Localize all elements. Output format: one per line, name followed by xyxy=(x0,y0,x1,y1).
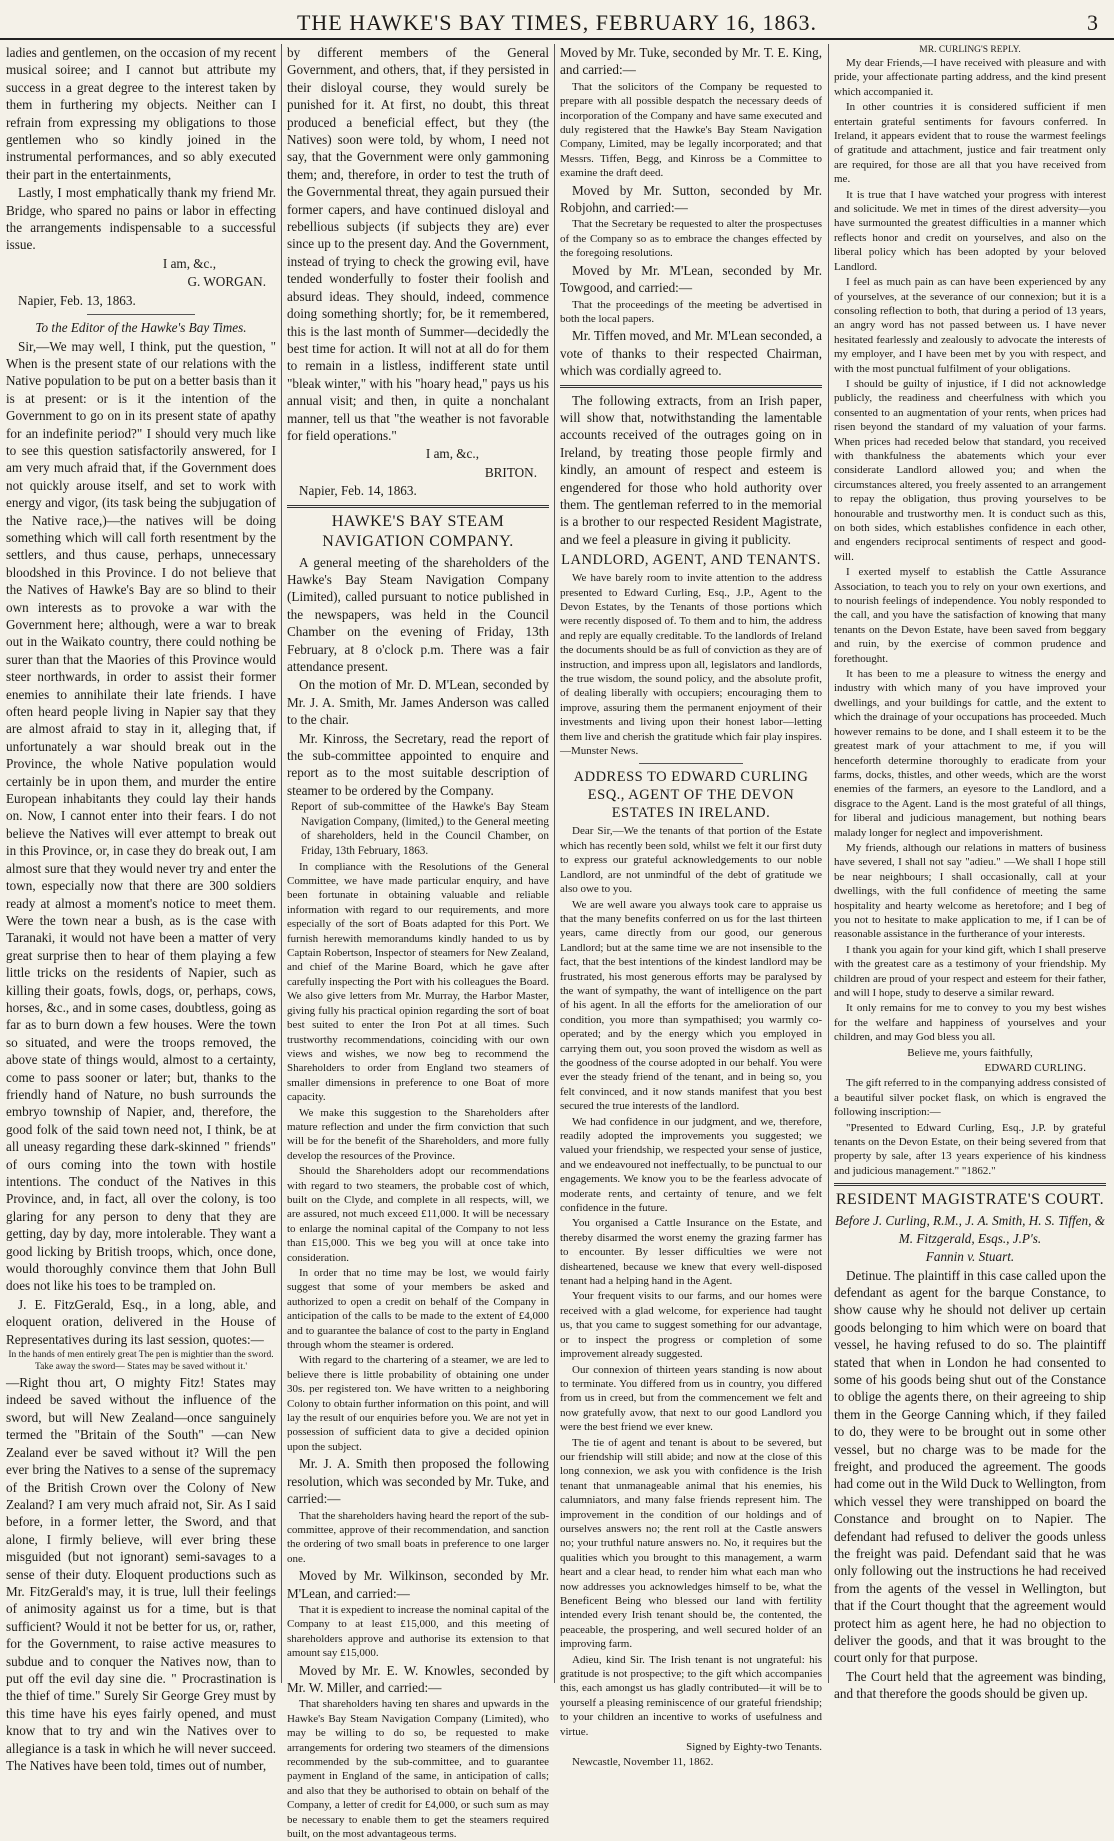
resolution: That the Secretary be requested to alter the prospectuses of the Company so as to embrace the changes effected by the foregoing resolutions. xyxy=(560,218,822,260)
column-4 xyxy=(834,44,1106,1702)
article-heading: HAWKE'S BAY STEAM NAVIGATION COMPANY. xyxy=(322,512,514,550)
paragraph: Your frequent visits to our farms, and our homes were received with a glad welcome, for experience had taught us, that you came to suggest something for our advantage, or to inspect the progress or completion of some improvement already suggested. xyxy=(560,1290,822,1361)
paragraph: Mr. J. A. Smith then proposed the following resolution, which was seconded by Mr. Tuke, and carried:— xyxy=(287,1456,549,1507)
paragraph: In order that no time may be lost, we would fairly suggest that some of your members be asked and authorized to open a credit on behalf of the Company in anticipation of the calls to be made to the extent of £4,000 and to guarantee the balance of cost to the party in England through whom the steamer is ordered. xyxy=(287,1267,549,1352)
inscription: "Presented to Edward Curling, Esq., J.P. by grateful tenants on the Devon Estate, on their being severed from that property by sale, after 13 years experience of his kindness and judicious management." "1862." xyxy=(834,1121,1106,1177)
paragraph: My dear Friends,—I have received with pleasure and with pride, your affectionate parting address, and the kind present which accompanied it. xyxy=(834,57,1106,98)
paragraph: by different members of the General Government, and others, that, if they persisted in their disloyal course, they would surely be punished for it. At first, no doubt, this threat produced a beneficial effect, but they (the Natives) soon were told, by whom, I need not say, that the Government were only gammoning them; and, therefore, in order to test the truth of the Governmental threat, they again pursued their former capers, and have continued disloyal and rebellious subjects (if subjects they are) ever since up to the present day. And the Government, instead of trying to check the growing evil, have tended wonderfully to foster their foolish and absurd ideas. They should, indeed, commence doing something shortly; for, be it remembered, this is the last month of Summer—decidedly the best time for action. It will not at all do for them to remain in a listless, indifferent state until "bleak winter," with his "hoary head," pays us his annual visit; and then, in quite a nonchalant manner, tell us that "the weather is not favorable for field operations." xyxy=(287,45,549,443)
divider xyxy=(560,385,822,388)
paragraph: —Right thou art, O mighty Fitz! States may indeed be saved without the influence of the sword, but will New Zealand—once sanguinely termed the "Britain of the South" —can New Zealand ever be saved without it? Will the pen ever bring the Natives to a sense of the supremacy of the British Crown over the Colony of New Zealand? I am very much afraid not, Sir. As I said before, in a former letter, the Sword, and that alone, I firmly believe, will ever bring these misguided (but not ignorant) semi-savages to a sense of their duty. Eloquent productions such as Mr. FitzGerald's may, it is true, lull their feelings of animosity against us for a time, but is that sufficient? Would it not be better for us, or, rather, for the Government, to raise active measures to subdue and to conquer the Natives now, than to put off the evil day sine die. " Procrastination is the thief of time." Surely Sir George Grey must by this time have his eyes fairly opened, and must know that to try and win the Natives over to allegiance is a task in which he will never succeed. The Natives have been told, times out of number, xyxy=(6,1375,276,1773)
quotation: In the hands of men entirely great The pen is mightier than the sword. Take away the sword— States may be saved without it.' xyxy=(8,1350,274,1373)
case-title: Fannin v. Stuart. xyxy=(925,1249,1015,1265)
paragraph: Sir,—We may well, I think, put the question, " When is the present state of our relations with the Native population to be put on a better basis than it is at present: or is it the intention of the Government to go on in its present state of apathy for an indefinite period?" I should very much like to see this question satisfactorily answered, for I am very much afraid that, if the Government does not quickly arouse itself, and set to work with energy and vigor, (its task being the subjugation of the Native race,)—the natives will be doing something which will call forth resentment by the settlers, and thus cause, perhaps, unnecessary bloodshed in this Province. I do not believe that the Natives of Hawke's Bay are so blind to their own interests as to provoke a war with the Government here; although, were a war to break out in the Waikato country, there could nothing be surer than that the Maories of this Province would steer northwards, in order to assist their former enemies to annihilate their late friends. I have often heard people living in Napier say that they are almost afraid to stay in it, alleging that, if unfortunately a war should break out in the Province, the whole Native population would certainly be in upon them, and murder the entire European inhabitants they could lay their hands on. Now, I cannot enter into their fears. I do not believe the Natives will ever attempt to break out in this Province, or, in case they do break out, I am almost sure that they would never try and enter the town, especially now that there are 300 soldiers ready at almost a moment's notice to meet them. Were the town near a bush, as is the case with Taranaki, it would not have been a matter of very great surprise then to hear of them playing a few little tricks on the residents of Napier, such as killing their goats, fowls, dogs, or, perhaps, cows, horses, &c., and in some cases, doubtless, going as far as to burn down a few houses. Were the town so situated, and were the troops removed, the above state of things would, almost to a certainty, come to pass sooner or later; but, thanks to the friendly hand of Nature, no bush surrounds the embryo township of Napier, and, therefore, the good folk of the said town need not, I think, be at all uneasy regarding these dark-skinned " friends" of ours coming into the town with hostile intentions. The conduct of the Natives in this Province, and, in fact, all over the colony, is too glaring for any person to deny that they are getting, day by day, more intolerable. They want a good licking by British troops, which, once done, would thoroughly convince them that John Bull does not like his toes to be trampled on. xyxy=(6,338,276,1294)
paragraph: It only remains for me to convey to you my best wishes for the welfare and happiness of yourselves and your children, and may God bless you all. xyxy=(834,1002,1106,1044)
paragraph: J. E. FitzGerald, Esq., in a long, able, and eloquent oration, delivered in the House of Representatives during its last session, quotes:— xyxy=(6,1296,276,1347)
paragraph: We are well aware you always took care to appraise us that the many benefits conferred on us for the last thirteen years, came directly from our good, our generous Landlord; but at the same time we are not insensible to the fact, that the best intentions of the kindest landlord may be frustrated, his most generous efforts may be paralysed by the want of sympathy, the want of intelligence on the part of his agent. In all the efforts for the amelioration of our condition, you more than sympathised; you warmly co-operated; and by the energy which you employed in carrying them out, you soon proved the wisdom as well as the goodness of the course adopted in our behalf. You were ever the steady friend of the tenant, and in being so, you felt convinced, and it now stands manifest that you best secured the true interests of the landlord. xyxy=(560,898,822,1113)
paragraph: On the motion of Mr. D. M'Lean, seconded by Mr. J. A. Smith, Mr. James Anderson was called to the chair. xyxy=(287,677,549,728)
column-2 xyxy=(287,44,549,1841)
paragraph: Mr. Kinross, the Secretary, read the report of the sub-committee appointed to enquire and report as to the most suitable description of steamer to be ordered by the Company. xyxy=(287,730,549,798)
signoff: I am, &c., xyxy=(162,255,216,271)
column-3 xyxy=(560,44,822,1769)
divider xyxy=(834,1183,1106,1186)
paragraph: ladies and gentlemen, on the occasion of my recent musical soiree; and I cannot but attribute my success in a great degree to the interest taken by them in furthering my objects. Neither can I refrain from expressing my obligations to those gentlemen who so kindly joined in the instrumental performances, and so ably executed their part in the entertainments, xyxy=(6,45,276,182)
paragraph: We make this suggestion to the Shareholders after mature reflection and under the firm conviction that such will be for the benefit of the Shareholders, and more fully develop the resources of the Province. xyxy=(287,1106,549,1162)
paragraph: The following extracts, from an Irish paper, will show that, notwithstanding the lamentable accounts received of the outrages going on in Ireland, by treating those people firmly and kindly, an amount of respect and esteem is engendered for those who hold authority over them. The gentleman referred to in the memorial is a brother to our respected Resident Magistrate, and we feel a pleasure in giving it publicity. xyxy=(560,392,822,547)
signature: BRITON. xyxy=(484,464,537,480)
paragraph: You organised a Cattle Insurance on the Estate, and thereby disarmed the worst enemy the grazing farmer has to encounter. By lesser difficulties we were not disheartened, because we knew that every well-disposed tenant had a helping hand in the Agent. xyxy=(560,1217,822,1288)
paragraph: I feel as much pain as can have been experienced by any of yourselves, at the severance of our connexion; but it is a consoling reflection to both, that during a period of 13 years, an angry word has not passed between us. I have never hesitated fearlessly and zealously to advocate the interests of my employer, and I have been met by you with respect, and with the most punctual fulfilment of your obligations. xyxy=(834,276,1106,375)
paragraph: Moved by Mr. Tuke, seconded by Mr. T. E. King, and carried:— xyxy=(560,45,822,78)
article-heading: ADDRESS TO EDWARD CURLING ESQ., AGENT OF THE DEVON ESTATES IN IRELAND. xyxy=(573,769,809,822)
column-1 xyxy=(6,44,276,1773)
paragraph: A general meeting of the shareholders of the Hawke's Bay Steam Navigation Company (Limited), called pursuant to notice published in the newspapers, was held in the Council Chamber on the evening of Friday, 13th February, at 8 o'clock p.m. There was a fair attendance present. xyxy=(287,554,549,674)
paragraph: We have barely room to invite attention to the address presented to Edward Curling, Esq., J.P., Agent to the Devon Estates, by the Tenants of those portions which were recently disposed of. To them and to him, the address and reply are equally creditable. To the landlords of Ireland the documents should be as full of conviction as they are of instruction, and impress upon all, legislators and landlords, the true wisdom, the sound policy, and the absolute profit, of dealing liberally with occupiers; encouraging them to improve, assuring them the permanent enjoyment of their investments and living upon their honest labor—letting them live and cherish the gratitude which fair play inspires.—Munster News. xyxy=(560,572,822,758)
divider xyxy=(639,763,744,764)
paragraph: It is true that I have watched your progress with interest and solicitude. We met in times of the direst adversity—you have surmounted the greatest difficulties in a manner which reflects honor and credit on yourselves, and also on the liberal policy which has been adopted by your beloved Landlord. xyxy=(834,188,1106,273)
letter-heading: To the Editor of the Hawke's Bay Times. xyxy=(35,320,247,336)
paragraph: Should the Shareholders adopt our recommendations with regard to two steamers, the probable cost of which, built on the Clyde, and complete in all respects, will, we are assured, not much exceed £11,000. It will be necessary to enlarge the nominal capital of the Company to not less than £15,000. This we beg you will at once take into consideration. xyxy=(287,1165,549,1264)
divider xyxy=(287,505,549,508)
resolution: That the shareholders having heard the report of the sub-committee, approve of their recommendation, and sanction the ordering of two small boats in preference to one larger one. xyxy=(287,1509,549,1565)
report-heading: Report of sub-committee of the Hawke's Bay Steam Navigation Company, (limited,) to the General meeting of shareholders, held in the Council Chamber, on Friday, 13th February, 1863. xyxy=(291,801,549,858)
signature: G. WORGAN. xyxy=(187,274,266,290)
paragraph: Moved by Mr. Sutton, seconded by Mr. Robjohn, and carried:— xyxy=(560,182,822,216)
dateline: Napier, Feb. 14, 1863. xyxy=(299,483,417,499)
paragraph: Mr. Tiffen moved, and Mr. M'Lean seconded, a vote of thanks to their respected Chairman, which was cordially agreed to. xyxy=(560,328,822,379)
paragraph: Moved by Mr. M'Lean, seconded by Mr. Towgood, and carried:— xyxy=(560,262,822,296)
page-number: 3 xyxy=(1087,10,1098,35)
paragraph: In compliance with the Resolutions of the General Committee, we have made particular enquiry, and have been fortunate in obtaining valuable and reliable information with regard to our requirements, and more especially of the sort of Boats adapted for this Port. We furnish herewith memorandums kindly handed to us by Captain Robertson, Inspector of steamers for New Zealand, and chief of the Marine Board, which he gave after carefully inspecting the Port with his colleagues the Board. We also give letters from Mr. Murray, the Harbor Master, giving fully his practical opinion regarding the sort of boat best suited to enter the Iron Pot at all times. Such trustworthy recommendations, coinciding with our own views and wishes, we now beg to recommend the Shareholders to order from England two steamers of smaller dimensions in preference to one Boat of more capacity. xyxy=(287,860,549,1104)
column-rule xyxy=(554,44,555,1683)
paragraph: Moved by Mr. Wilkinson, seconded by Mr. M'Lean, and carried:— xyxy=(287,1568,549,1601)
signoff: Believe me, yours faithfully, xyxy=(907,1046,1033,1059)
resolution: That shareholders having ten shares and upwards in the Hawke's Bay Steam Navigation Company (Limited), who may be willing to do so, be requested to make arrangements for ordering two steamers of the dimensions recommended by the sub-committee, and to guarantee payment in England of the same, in anticipation of calls; and also that they be authorised to obtain on behalf of the Company, a letter of credit for £4,000, or such sum as may be necessary to enable them to get the steamers required built, on the most advantageous terms. xyxy=(287,1698,549,1841)
dateline: Newcastle, November 11, 1862. xyxy=(572,1756,714,1769)
paragraph: In other countries it is considered sufficient if men entertain grateful sentiments for favours conferred. In Ireland, it appears evident that to rouse the warmest feelings of gratitude and attachment, justice and fair treatment only are required, for those are all that you have received from me. xyxy=(834,101,1106,186)
divider xyxy=(87,314,195,315)
resolution: That the proceedings of the meeting be advertised in both the local papers. xyxy=(560,298,822,325)
paragraph: Adieu, kind Sir. The Irish tenant is not ungrateful: his gratitude is not prospective; to the gift which accompanies this, each amongst us has gladly contributed—it will be to yourself a pleasing reminiscence of our grateful friendship; to your children an incentive to works of usefulness and virtue. xyxy=(560,1653,822,1738)
paragraph: My friends, although our relations in matters of business have severed, I shall not say "adieu." —We shall I hope still be near neighbours; I shall occasionally, call at your dwellings, with the full confidence of meeting the same hospitality and hearty welcome as heretofore; and I beg of you not to hesitate to make application to me, if I can be of reasonable assistance in the furtherance of your interests. xyxy=(834,841,1106,941)
court-bench: Before J. Curling, R.M., J. A. Smith, H. S. Tiffen, & M. Fitzgerald, Esqs., J.P's. xyxy=(835,1213,1105,1246)
masthead-title: THE HAWKE'S BAY TIMES, FEBRUARY 16, 1863. xyxy=(296,10,818,35)
article-heading: LANDLORD, AGENT, AND TENANTS. xyxy=(561,552,821,569)
dateline: Napier, Feb. 13, 1863. xyxy=(18,292,136,308)
paragraph: I thank you again for your kind gift, which I shall preserve with the greatest care as a testimony of your friendship. My children are proud of your respect and esteem for their father, and will I hope, study to deserve a similar reward. xyxy=(834,943,1106,999)
paragraph: I exerted myself to establish the Cattle Assurance Association, to teach you to rely on your own exertions, and to nourish feelings of independence. You nobly responded to the call, and you have the satisfaction of knowing that many tenants on the Devon Estate, have been saved from beggary and ruin, by the exercise of common prudence and forethought. xyxy=(834,566,1106,665)
column-rule xyxy=(828,44,829,1683)
paragraph: Dear Sir,—We the tenants of that portion of the Estate which has recently been sold, whilst we felt it our first duty to express our grateful acknowledgements to our noble Landlord, are not unmindful of the debt of gratitude we also owe to you. xyxy=(560,825,822,896)
paragraph: Lastly, I most emphatically thank my friend Mr. Bridge, who spared no pains or labor in effecting the arrangements indispensable to a successful issue. xyxy=(6,185,276,253)
paragraph: The tie of agent and tenant is about to be severed, but our friendship will still abide; and now at the close of this long connexion, we ask you with confidence is the Irish tenant that unmanageable animal that his enemies, his calumniators, and many false friends represent him. The improvement in the condition of our holdings and of ourselves answers no; the rent roll at the Castle answers no; your truthful nature answers no. No, it requires but the qualities which you brought to this management, a warm heart and a clear head, to render him what each man who now addresses you acknowledges himself to be, what the Beneficent Being who blessed our land with fertility intended every Irish tenant should be, the contented, the peaceable, the prospering, and well secured holder of an improving farm. xyxy=(560,1436,822,1651)
paragraph: With regard to the chartering of a steamer, we are led to believe there is little probability of obtaining one under 30s. per registered ton. We have written to a neighboring Colony to obtain further information on this point, and will lay the result of our enquiries before you. We are not yet in possession of sufficient data to give a decided opinion upon the subject. xyxy=(287,1354,549,1453)
column-rule xyxy=(281,44,282,1683)
resolution: That the solicitors of the Company be requested to prepare with all possible despatch the necessary deeds of incorporation of the Company and have same executed and duly registered that the Hawke's Bay Steam Navigation Company, Limited, may be legally incorporated; and that Messrs. Tiffen, Begg, and Kinross be a Committee to examine the draft deed. xyxy=(560,80,822,180)
paragraph: I should be guilty of injustice, if I did not acknowledge publicly, the readiness and cheerfulness with which you consented to an augmentation of your rents, when prices had risen beyond the standard of my valuation of your farms. When prices had receded below that standard, you received with thankfulness the abatements which your ever considerate Landlord allowed you; and when the circumstances altered, you freely assented to an arrangement to repay the obligation, thus proving yourselves to be honourable and trustworthy men. It is conduct such as this, on both sides, which establishes confidence in each other, and engenders reciprocal sentiments of respect and good-will. xyxy=(834,377,1106,563)
paragraph: It has been to me a pleasure to witness the energy and industry with which many of you have improved your dwellings, and your buildings for cattle, and the extent to which the drainage of your occupations has proceeded. Much however remains to be done, and I shall esteem it to be the greatest mark of your attachment to me, if you will henceforth determine thoroughly to eradicate from your farms, docks, thistles, and other weeds, which are the worst enemies of the farmers, an eyesore to the Landlord, and a disgrace to the Agent. Land is the most grateful of all things, for liberal and judicious management, but nothing bears malady longer for neglect and impoverishment. xyxy=(834,668,1106,839)
resolution: That it is expedient to increase the nominal capital of the Company to at least £15,000, and this meeting of shareholders approve and authorise its extension to that amount say £15,000. xyxy=(287,1603,549,1660)
paragraph: The Court held that the agreement was binding, and that therefore the goods should be given up. xyxy=(834,1668,1106,1702)
signoff: I am, &c., xyxy=(425,446,479,462)
article-heading: MR. CURLING'S REPLY. xyxy=(919,45,1021,55)
masthead xyxy=(0,6,1114,40)
paragraph: We had confidence in our judgment, and we, therefore, readily adopted the improvements you suggested; we valued your friendship, we respected your sense of justice, and we endeavoured not ineffectually, to be punctual to our engagements. We know you to be the fearless advocate of moderate rents, and certainty of tenure, and we felt confidence in the future. xyxy=(560,1115,822,1215)
paragraph: Detinue. The plaintiff in this case called upon the defendant as agent for the barque Constance, to show cause why he should not deliver up certain goods belonging to him which were on board that vessel, he having refused to do so. The plaintiff stated that when in London he had consented to some of his goods being shut out of the Constance to oblige the agents there, on their agreeing to ship them in the George Canning which, if they failed to do, they were to be brought out in some other vessel, but no charge was to be made for the freight, and produced the agreement. The goods had come out in the Wild Duck to Wellington, from which vessel they were transhipped on board the Constance and brought on to Napier. The defendant had refused to deliver the goods unless the freight was paid. Defendant said that he was only following out the instructions he had received from the agents of the vessel in Wellington, but that if the Court thought that the agreement would protect him as agent here, he had no objection to deliver the goods, and that it was brought to the court only for that purpose. xyxy=(834,1267,1106,1666)
signature: EDWARD CURLING. xyxy=(984,1062,1086,1075)
paragraph: The gift referred to in the companying address consisted of a beautiful silver pocket flask, on which is engraved the following inscription:— xyxy=(834,1077,1106,1119)
paragraph: Our connexion of thirteen years standing is now about to terminate. You differed from us in country, you differed from us in creed, but from the commencement we felt and now gratefully avow, that next to our good Landlord you were the best friend we ever knew. xyxy=(560,1363,822,1434)
article-heading: RESIDENT MAGISTRATE'S COURT. xyxy=(835,1191,1105,1209)
paragraph: Moved by Mr. E. W. Knowles, seconded by Mr. W. Miller, and carried:— xyxy=(287,1662,549,1695)
signature: Signed by Eighty-two Tenants. xyxy=(686,1741,822,1754)
